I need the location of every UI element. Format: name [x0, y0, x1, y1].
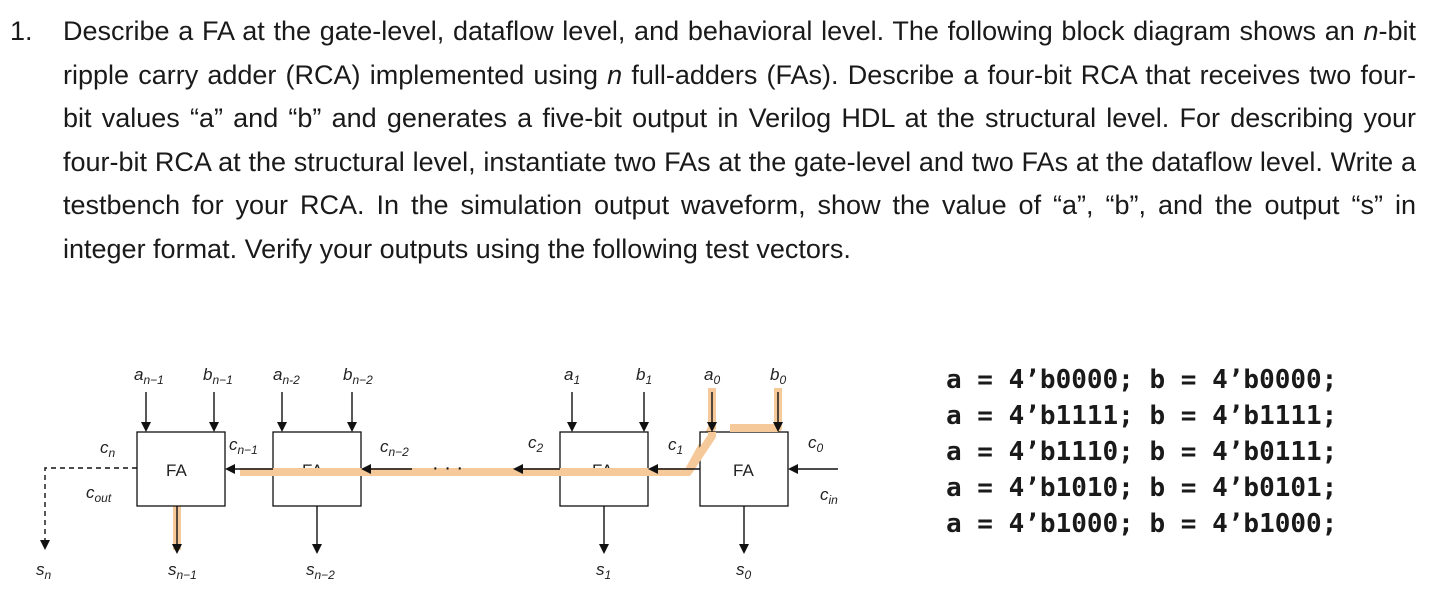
test-vector-line: a = 4’b1010; b = 4’b0101; — [946, 473, 1338, 503]
fa-block-0 — [700, 432, 788, 506]
carry-label-cn: $c_n$ — [100, 438, 116, 460]
test-vector-line: a = 4’b0000; b = 4’b0000; — [946, 365, 1338, 395]
input-label-b-3: $b_{n-2}$ — [343, 365, 373, 387]
italic-n: n — [1363, 16, 1379, 46]
fa-label: FA — [733, 461, 754, 480]
input-label-a-0: $a_{n-1}$ — [134, 365, 164, 387]
carry-label-cn2: $c_{n-2}$ — [380, 437, 409, 459]
question-paragraph — [63, 10, 1416, 271]
test-vector-line: a = 4’b1000; b = 4’b1000; — [946, 509, 1338, 539]
output-label-s-2: $s_{n-2}$ — [306, 560, 335, 582]
carry-label-cn1: $c_{n-1}$ — [229, 435, 258, 457]
highlight-b0-path — [730, 388, 778, 428]
carry-label-cin: $c_{in}$ — [820, 485, 838, 507]
question-text — [63, 10, 1416, 271]
input-label-b-7: $b_0$ — [770, 365, 787, 387]
output-label-s-0: $s_n$ — [36, 560, 52, 582]
test-vector-line: a = 4’b1111; b = 4’b1111; — [946, 401, 1338, 431]
carry-label-c1: $c_1$ — [668, 435, 684, 457]
input-label-a-2: $a_{n-2}$ — [273, 365, 300, 387]
ellipsis: · · · — [432, 457, 464, 479]
carry-label-c2: $c_2$ — [528, 433, 544, 455]
dashed-cout-line — [45, 468, 137, 548]
text-segment: -bit ripple carry adder (RCA) implemented using — [63, 16, 1416, 90]
output-label-s-1: $s_{n-1}$ — [168, 560, 197, 582]
fa-label: FA — [302, 461, 323, 480]
fa-label: FA — [592, 461, 613, 480]
rca-block-diagram — [0, 340, 930, 602]
carry-label-c0: $c_0$ — [808, 433, 824, 455]
test-vectors — [946, 362, 1337, 542]
output-label-s-4: $s_0$ — [736, 560, 752, 582]
fa-block-n1 — [137, 432, 225, 506]
test-vector-line: a = 4’b1110; b = 4’b0111; — [946, 437, 1338, 467]
carry-label-cout: $c_{out}$ — [86, 483, 112, 505]
italic-n: n — [607, 59, 623, 90]
input-label-b-5: $b_1$ — [636, 365, 653, 387]
input-label-b-1: $b_{n-1}$ — [203, 365, 233, 387]
input-label-a-4: $a_1$ — [564, 365, 581, 387]
text-segment: full-adders (FAs). Describe a four-bit RCA that receives two four-bit values “a” and “b” and generates a five-bit output in Verilog HDL at the structural level. For describing your four-bit RCA at the structural level, instantiate two FAs at the gate-level and two FAs at the dataflow level. Write a testbench for your RCA. In the simulation output waveform, show the value of “a”, “b”, and the output “s” in integer format. Verify your outputs using the following test vectors. — [63, 59, 1416, 264]
text-segment: Describe a FA at the gate-level, dataflow level, and behavioral level. The following block diagram shows an — [63, 16, 1364, 46]
output-label-s-3: $s_1$ — [596, 560, 612, 582]
question-number: 1. — [10, 16, 33, 46]
input-label-a-6: $a_0$ — [704, 365, 721, 387]
fa-label: FA — [166, 461, 187, 480]
